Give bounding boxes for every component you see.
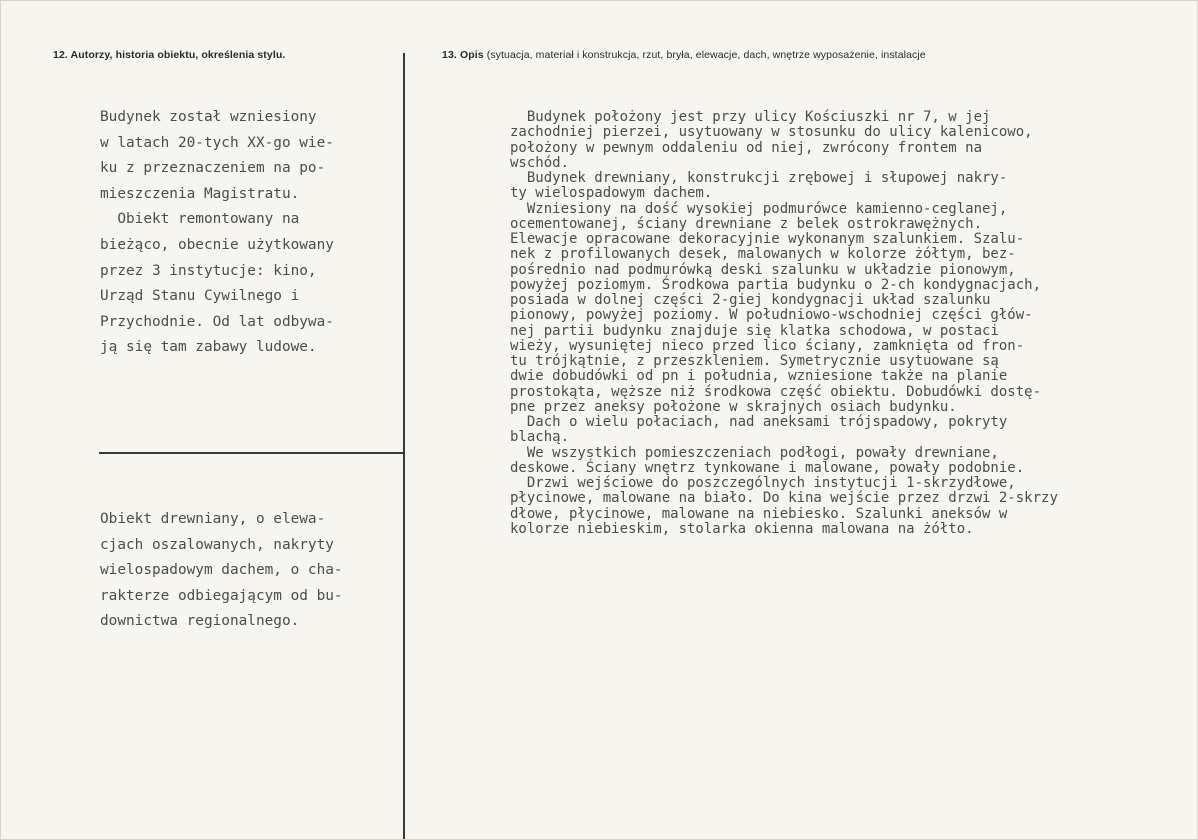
section-13-description-text: Budynek położony jest przy ulicy Kościuszki nr 7, w jej zachodniej pierzei, usytuowany w stosunku do ulicy kalenicowo, położony w pewnym oddaleniu od niej, zwrócony frontem na wschód. Budynek drewniany, konstrukcji zrębowej i słupowej nakry- ty wielospadowym dachem. Wzniesiony na dość wysokiej podmurówce kamienno-ceglanej, ocementowanej, ściany drewniane z belek ostrokrawężnych. Elewacje opracowane dekoracyjnie wykonanym szalunkiem. Szalu- nek z profilowanych desek, malowanych w kolorze żółtym, bez- pośrednio nad podmurówką deski szalunku w układzie pionowym, powyżej poziomym. Środkowa partia budynku o 2-ch kondygnacjach, posiada w dolnej części 2-giej kondygnacji układ szalunku pionowy, powyżej poziomy. W południowo-wschodniej części głów- nej partii budynku znajduje się klatka schodowa, w postaci wieży, wysuniętej nieco przed lico ściany, zamknięta od fron- tu trójkątnie, z przeszkleniem. Symetrycznie usytuowane są dwie dobudówki od pn i południa, wzniesione także na planie prostokąta, węższe niż środkowa część obiektu. Dobudówki dostę- pne przez aneksy położone w skrajnych osiach budynku. Dach o wielu połaciach, nad aneksami trójspadowy, pokryty blachą. We wszystkich pomieszczeniach podłogi, powały drewniane, deskowe. Ściany wnętrz tynkowane i malowane, powały podobnie. Drzwi wejściowe do poszczególnych instytucji 1-skrzydłowe, płycinowe, malowane na biało. Do kina wejście przez drzwi 2-skrzy dłowe, płycinowe, malowane na niebiesko. Szalunki aneksów w kolorze niebieskim, stolarka okienna malowana na żółto.: [510, 109, 1058, 537]
left-column-divider: [99, 452, 404, 454]
section-12-title: Autorzy, historia obiektu, określenia stylu.: [70, 49, 286, 61]
section-12-heading: [53, 49, 285, 61]
column-divider: [403, 53, 405, 840]
section-13-heading: [442, 49, 926, 61]
section-13-subtitle: (sytuacja, materiał i konstrukcja, rzut, bryła, elewacje, dach, wnętrze wyposażenie, instalacje: [486, 49, 926, 61]
section-12-history-text: Budynek został wzniesiony w latach 20-tych XX-go wie- ku z przeznaczeniem na po- mieszczenia Magistratu. Obiekt remontowany na bieżąco, obecnie użytkowany przez 3 instytucje: kino, Urząd Stanu Cywilnego i Przychodnie. Od lat odbywa- ją się tam zabawy ludowe.: [100, 109, 334, 356]
section-13-title: Opis: [459, 49, 484, 61]
section-12-style-text: Obiekt drewniany, o elewa- cjach oszalowanych, nakryty wielospadowym dachem, o cha- rakterze odbiegającym od bu- downictwa regionalnego.: [100, 511, 343, 630]
section-13-number: 13.: [442, 49, 457, 61]
section-12-number: 12.: [53, 49, 68, 61]
